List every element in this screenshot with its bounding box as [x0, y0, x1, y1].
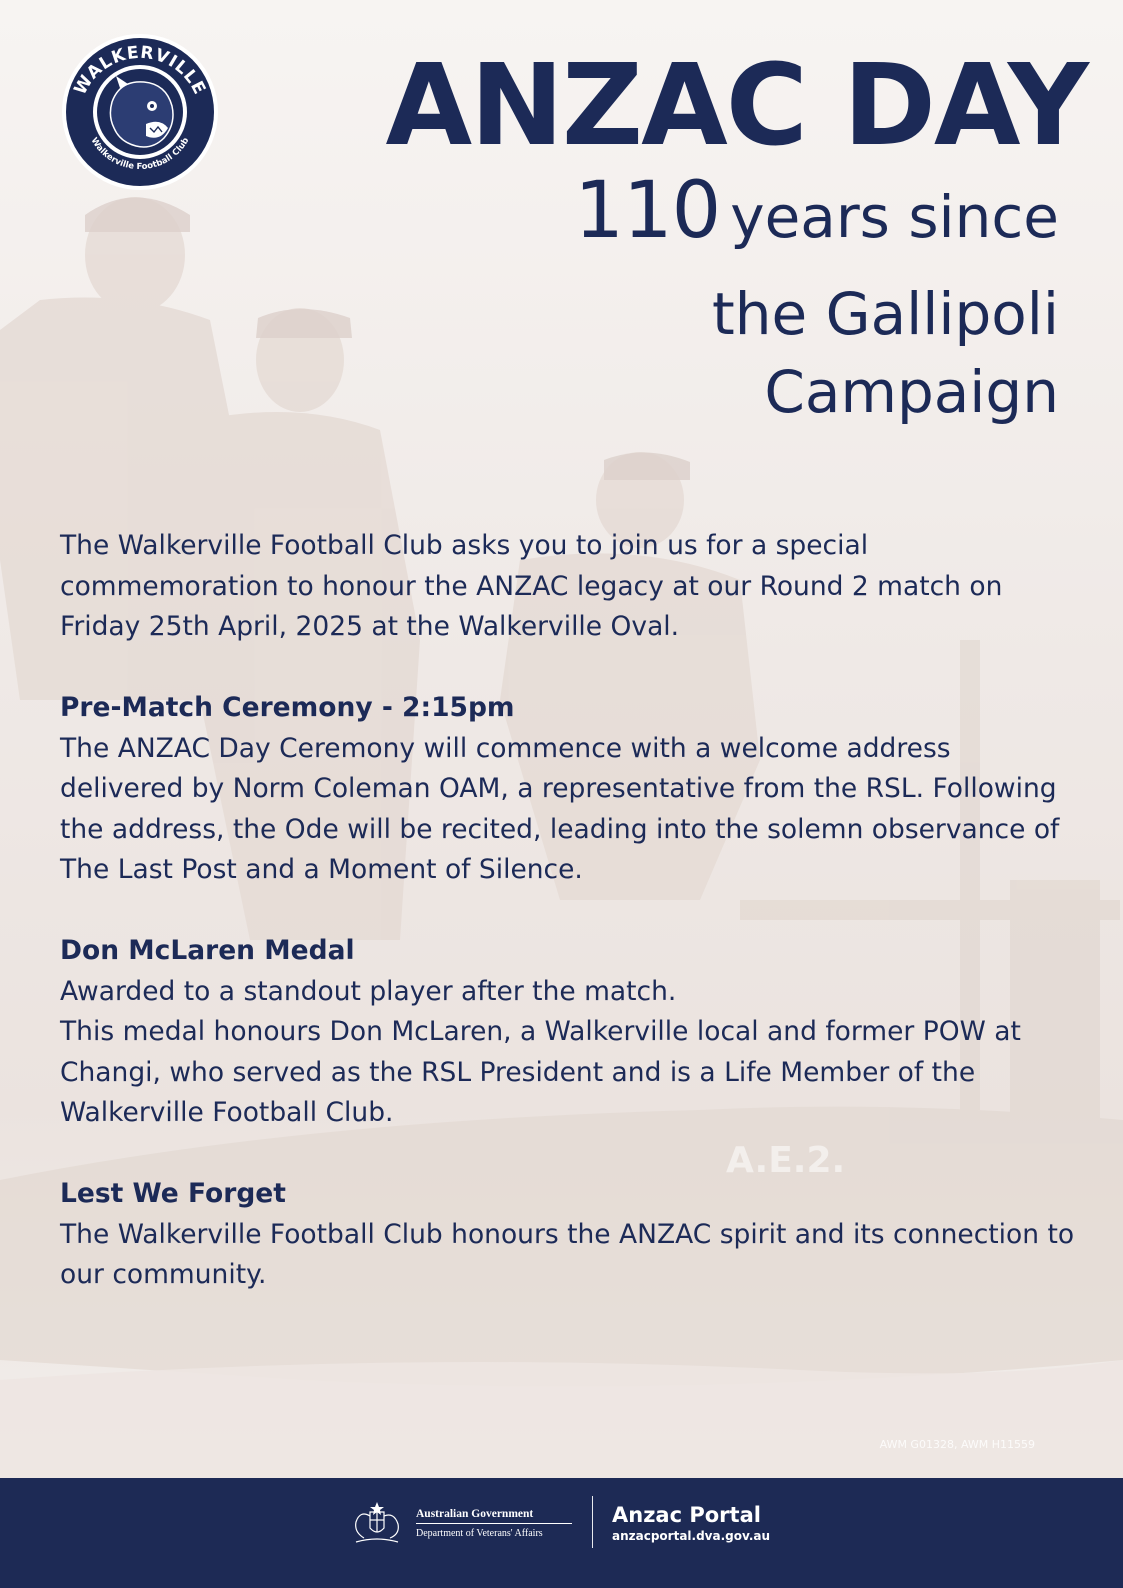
logo-top-text: WALKERVILLE: [70, 42, 210, 99]
section-body-ceremony: The ANZAC Day Ceremony will commence with a welcome address delivered by Norm Coleman OAM, a representative from the RSL. Following the address, the Ode will be recited, leading into the solemn observance of The Last Post and a Moment of Silence.: [60, 732, 1060, 885]
section-heading-medal: Don McLaren Medal: [60, 935, 355, 966]
portal-name: Anzac Portal: [612, 1503, 761, 1527]
section-body-lest-we-forget: The Walkerville Football Club honours the ANZAC spirit and its connection to our community.: [60, 1218, 1075, 1290]
subtitle-line-2: the Gallipoli: [712, 280, 1059, 348]
gov-line-1: Australian Government: [416, 1508, 572, 1524]
subtitle-line-3: Campaign: [764, 358, 1059, 426]
section-heading-lest-we-forget: Lest We Forget: [60, 1178, 286, 1209]
footer-divider: [592, 1496, 593, 1548]
government-branding: [416, 1508, 572, 1539]
page-title: ANZAC DAY: [385, 41, 1087, 171]
years-text: years since: [730, 183, 1059, 251]
body-content: [60, 526, 1080, 1296]
svg-text:Walkerville Football Club: [89, 136, 192, 172]
years-row: [359, 168, 1059, 275]
svg-text:WALKERVILLE: [70, 43, 209, 99]
gov-line-2: Department of Veterans' Affairs: [416, 1528, 543, 1539]
section-body-medal-line1: Awarded to a standout player after the match.: [60, 975, 677, 1007]
logo-ring-text-bottom: Walkerville Football Club: [88, 135, 192, 173]
coat-of-arms-icon: [346, 1498, 408, 1548]
intro-paragraph: The Walkerville Football Club asks you to join us for a special commemoration to honour the ANZAC legacy at our Round 2 match on Friday 25th April, 2025 at the Walkerville Oval.: [60, 530, 1003, 642]
portal-url[interactable]: anzacportal.dva.gov.au: [612, 1529, 771, 1543]
anzac-portal-branding: [612, 1502, 770, 1544]
logo-ring-text: [60, 32, 220, 192]
photo-credit: AWM G01328, AWM H11559: [879, 1438, 1035, 1451]
years-number: 110: [574, 166, 721, 256]
subtitle: [359, 168, 1059, 431]
svg-text:A.E.2.: A.E.2.: [726, 1140, 846, 1181]
section-heading-ceremony: Pre-Match Ceremony - 2:15pm: [60, 692, 515, 723]
section-body-medal-line2: This medal honours Don McLaren, a Walkerville local and former POW at Changi, who served as the RSL President and is a Life Member of the Walkerville Football Club.: [60, 1016, 1021, 1128]
footer: [0, 1478, 1123, 1588]
club-logo: [60, 32, 220, 192]
